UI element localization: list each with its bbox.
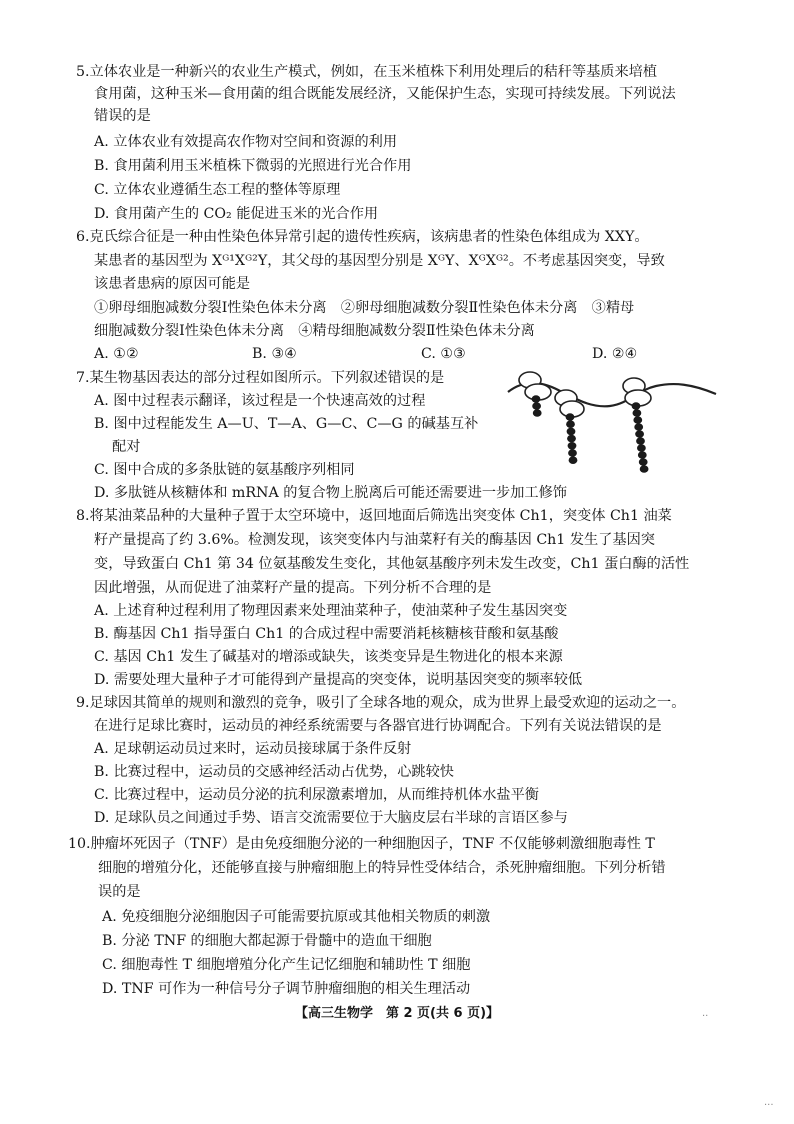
- q7-option-d: D. 多肽链从核糖体和 mRNA 的复合物上脱离后可能还需要进一步加工修饰: [94, 485, 567, 501]
- q6-stem-line-4: ①卵母细胞减数分裂Ⅰ性染色体未分离 ②卵母细胞减数分裂Ⅱ性染色体未分离 ③精母: [94, 300, 635, 316]
- q7-stem: 7.某生物基因表达的部分过程如图所示。下列叙述错误的是: [76, 370, 445, 386]
- q7-option-b-cont: 配对: [112, 439, 141, 455]
- q8-stem-line-1: 8.将某油菜品种的大量种子置于太空环境中，返回地面后筛选出突变体 Ch1，突变体 Ch1 油菜: [76, 508, 672, 524]
- footer-dots: ..: [702, 1008, 709, 1019]
- amino-acid-bead: [566, 413, 575, 421]
- translation-diagram: [506, 368, 718, 480]
- q9-stem-line-1: 9.足球因其简单的规则和激烈的竞争，吸引了全球各地的观众，成为世界上最受欢迎的运动之一。: [76, 695, 686, 711]
- q5-stem-line-1: 5.立体农业是一种新兴的农业生产模式，例如，在玉米植株下利用处理后的秸秆等基质来培植: [76, 64, 658, 80]
- q5-stem-line-2: 食用菌，这种玉米—食用菌的组合既能发展经济，又能保护生态，实现可持续发展。下列说法: [94, 86, 676, 102]
- q6-stem-line-1: 6.克氏综合征是一种由性染色体异常引起的遗传性疾病，该病患者的性染色体组成为 XXY。: [76, 229, 649, 245]
- q7-option-c: C. 图中合成的多条肽链的氨基酸序列相同: [94, 462, 355, 478]
- amino-acid-bead: [635, 430, 644, 438]
- q8-stem-line-2: 籽产量提高了约 3.6%。检测发现，该突变体内与油菜籽有关的酶基因 Ch1 发生了基因突: [94, 532, 655, 548]
- q10-option-a: A. 免疫细胞分泌细胞因子可能需要抗原或其他相关物质的刺激: [102, 909, 491, 925]
- q8-stem-line-4: 因此增强，从而促进了油菜籽产量的提高。下列分析不合理的是: [94, 580, 492, 596]
- ribosome-3: [623, 378, 651, 406]
- q9-option-a: A. 足球朝运动员过来时，运动员接球属于条件反射: [94, 741, 412, 757]
- q9-option-b: B. 比赛过程中，运动员的交感神经活动占优势，心跳较快: [94, 764, 454, 780]
- amino-acid-bead: [569, 456, 578, 464]
- q6-stem-line-2: 某患者的基因型为 Xᴳ¹Xᴳ²Y，其父母的基因型分别是 XᴳY、XᴳXᴳ²。不考虑基因突变，导致: [94, 253, 665, 269]
- q9-stem-line-2: 在进行足球比赛时，运动员的神经系统需要与各器官进行协调配合。下列有关说法错误的是: [94, 718, 662, 734]
- q6-option-c: C. ①③: [421, 346, 466, 362]
- peptide-chains: [532, 395, 649, 473]
- amino-acid-bead: [638, 451, 647, 459]
- amino-acid-bead: [636, 437, 645, 445]
- q8-option-b: B. 酶基因 Ch1 指导蛋白 Ch1 的合成过程中需要消耗核糖核苷酸和氨基酸: [94, 626, 559, 642]
- amino-acid-bead: [567, 428, 576, 436]
- q10-option-b: B. 分泌 TNF 的细胞大都起源于骨髓中的造血干细胞: [102, 933, 432, 949]
- q10-option-d: D. TNF 可作为一种信号分子调节肿瘤细胞的相关生理活动: [102, 981, 471, 997]
- q5-option-a: A. 立体农业有效提高农作物对空间和资源的利用: [94, 134, 398, 150]
- q5-option-d: D. 食用菌产生的 CO₂ 能促进玉米的光合作用: [94, 206, 379, 222]
- ribosome-2: [555, 390, 584, 417]
- amino-acid-bead: [532, 395, 541, 403]
- amino-acid-bead: [637, 444, 646, 452]
- amino-acid-bead: [632, 402, 641, 410]
- amino-acid-bead: [566, 420, 575, 428]
- q8-stem-line-3: 变，导致蛋白 Ch1 第 34 位氨基酸发生变化，其他氨基酸序列未发生改变，Ch1 蛋白酶的活性: [94, 556, 690, 572]
- q5-stem-line-3: 错误的是: [94, 108, 151, 124]
- q9-option-c: C. 比赛过程中，运动员分泌的抗利尿激素增加，从而维持机体水盐平衡: [94, 787, 539, 803]
- q7-option-a: A. 图中过程表示翻译，该过程是一个快速高效的过程: [94, 393, 426, 409]
- q6-stem-line-5: 细胞减数分裂Ⅰ性染色体未分离 ④精母细胞减数分裂Ⅱ性染色体未分离: [94, 323, 535, 339]
- amino-acid-bead: [533, 409, 542, 417]
- q6-option-a: A. ①②: [94, 346, 139, 362]
- page-footer: 【高三生物学 第 2 页(共 6 页)】: [294, 1006, 500, 1021]
- q8-option-c: C. 基因 Ch1 发生了碱基对的增添或缺失，该类变异是生物进化的根本来源: [94, 649, 563, 665]
- q8-option-a: A. 上述育种过程利用了物理因素来处理油菜种子，使油菜种子发生基因突变: [94, 603, 568, 619]
- amino-acid-bead: [634, 423, 643, 431]
- amino-acid-bead: [568, 449, 577, 457]
- q10-option-c: C. 细胞毒性 T 细胞增殖分化产生记忆细胞和辅助性 T 细胞: [102, 957, 471, 973]
- corner-dots: ···: [764, 1100, 774, 1111]
- q6-stem-line-3: 该患者患病的原因可能是: [94, 276, 251, 292]
- amino-acid-bead: [532, 402, 541, 410]
- q6-option-d: D. ②④: [592, 346, 638, 362]
- q10-stem-line-3: 误的是: [98, 884, 141, 900]
- amino-acid-bead: [633, 409, 642, 417]
- q8-option-d: D. 需要处理大量种子才可能得到产量提高的突变体，说明基因突变的频率较低: [94, 672, 583, 688]
- amino-acid-bead: [639, 458, 648, 466]
- amino-acid-bead: [568, 442, 577, 450]
- q10-stem-line-1: 10.肿瘤坏死因子（TNF）是由免疫细胞分泌的一种细胞因子，TNF 不仅能够刺激细胞毒性 T: [68, 836, 655, 852]
- q7-option-b: B. 图中过程能发生 A—U、T—A、G—C、C—G 的碱基互补: [94, 416, 479, 432]
- q10-stem-line-2: 细胞的增殖分化，还能够直接与肿瘤细胞上的特异性受体结合，杀死肿瘤细胞。下列分析错: [98, 860, 666, 876]
- amino-acid-bead: [640, 465, 649, 473]
- amino-acid-bead: [633, 416, 642, 424]
- q5-option-c: C. 立体农业遵循生态工程的整体等原理: [94, 182, 341, 198]
- q6-option-b: B. ③④: [252, 346, 297, 362]
- q5-option-b: B. 食用菌利用玉米植株下微弱的光照进行光合作用: [94, 158, 412, 174]
- q9-option-d: D. 足球队员之间通过手势、语言交流需要位于大脑皮层右半球的言语区参与: [94, 810, 568, 826]
- amino-acid-bead: [567, 435, 576, 443]
